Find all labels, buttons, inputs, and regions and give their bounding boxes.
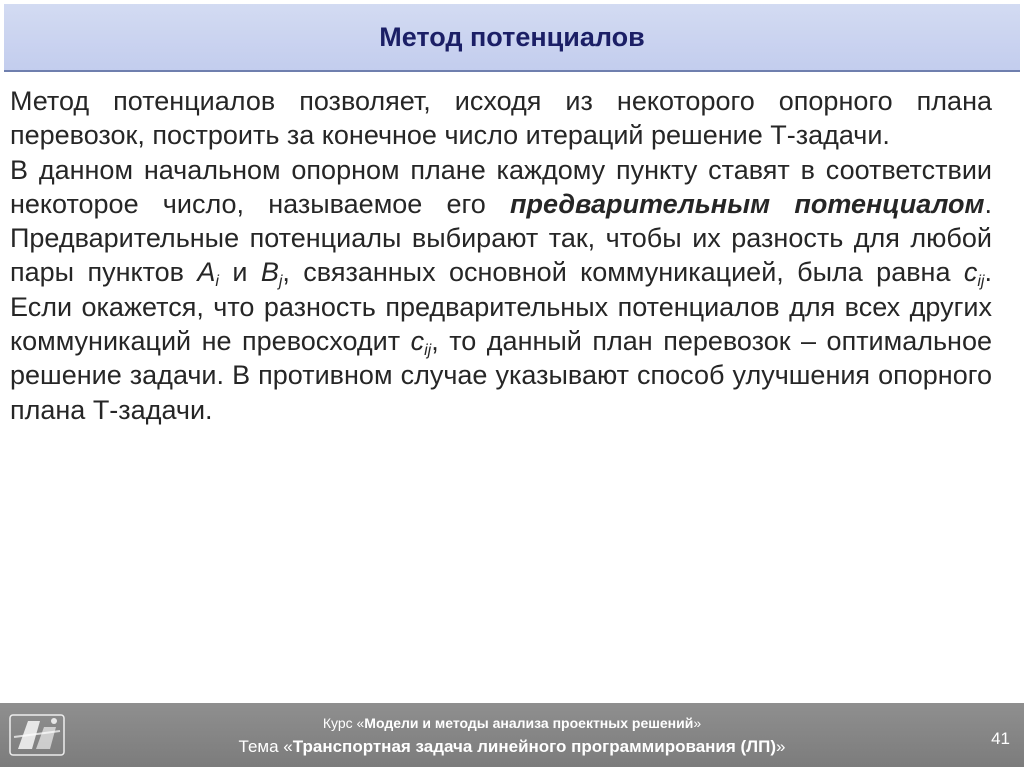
paragraph-2-text-5: , то данный план перевозок – оптимальное решение задачи. В противном случае указывают способ улучшения опорного плана Т-задачи. bbox=[10, 326, 992, 425]
topic-suffix: » bbox=[775, 737, 786, 756]
course-name: Модели и методы анализа проектных решений bbox=[364, 715, 694, 731]
page-number: 41 bbox=[991, 729, 1010, 748]
paragraph-1: Метод потенциалов позволяет, исходя из некоторого опорного плана перевозок, построить за конечное число итераций решение Т-задачи. bbox=[10, 86, 992, 151]
paragraph-2-text-1: В данном начальном опорном плане каждому пункту ставят в соответствии некоторое число, называемое его bbox=[10, 154, 992, 219]
term-preliminary-potential: предварительным потенциалом bbox=[510, 188, 985, 219]
topic-prefix: Тема « bbox=[238, 737, 293, 756]
variable-b: B bbox=[260, 257, 279, 288]
paragraph-2-text-3: , связанных основной коммуникацией, была равна bbox=[282, 257, 964, 288]
course-prefix: Курс « bbox=[322, 715, 365, 731]
topic-name: Транспортная задача линейного программирования (ЛП) bbox=[292, 737, 776, 756]
subscript-ij-1: ij bbox=[977, 273, 985, 291]
footer-bar bbox=[0, 703, 1024, 767]
subscript-i: i bbox=[215, 273, 219, 291]
paragraph-2-text-2: . Предварительные потенциалы выбирают так, чтобы их разность для любой пары пунктов bbox=[10, 188, 993, 288]
subscript-ij-2: ij bbox=[424, 342, 432, 360]
variable-c-2: c bbox=[410, 326, 425, 357]
subscript-j: j bbox=[278, 273, 283, 291]
footer-topic bbox=[0, 737, 1024, 757]
conjunction-and: и bbox=[218, 257, 261, 288]
footer-course bbox=[0, 715, 1024, 731]
slide-title: Метод потенциалов bbox=[379, 21, 645, 52]
paragraph-2-text-4: . Если окажется, что разность предварительных потенциалов для всех других коммуникаций не превосходит bbox=[10, 257, 992, 357]
paragraph-2 bbox=[10, 153, 992, 427]
variable-c-1: c bbox=[963, 257, 978, 288]
slide-body bbox=[10, 84, 992, 427]
variable-a: A bbox=[197, 257, 216, 288]
header-bar bbox=[4, 4, 1020, 72]
course-suffix: » bbox=[693, 715, 702, 731]
